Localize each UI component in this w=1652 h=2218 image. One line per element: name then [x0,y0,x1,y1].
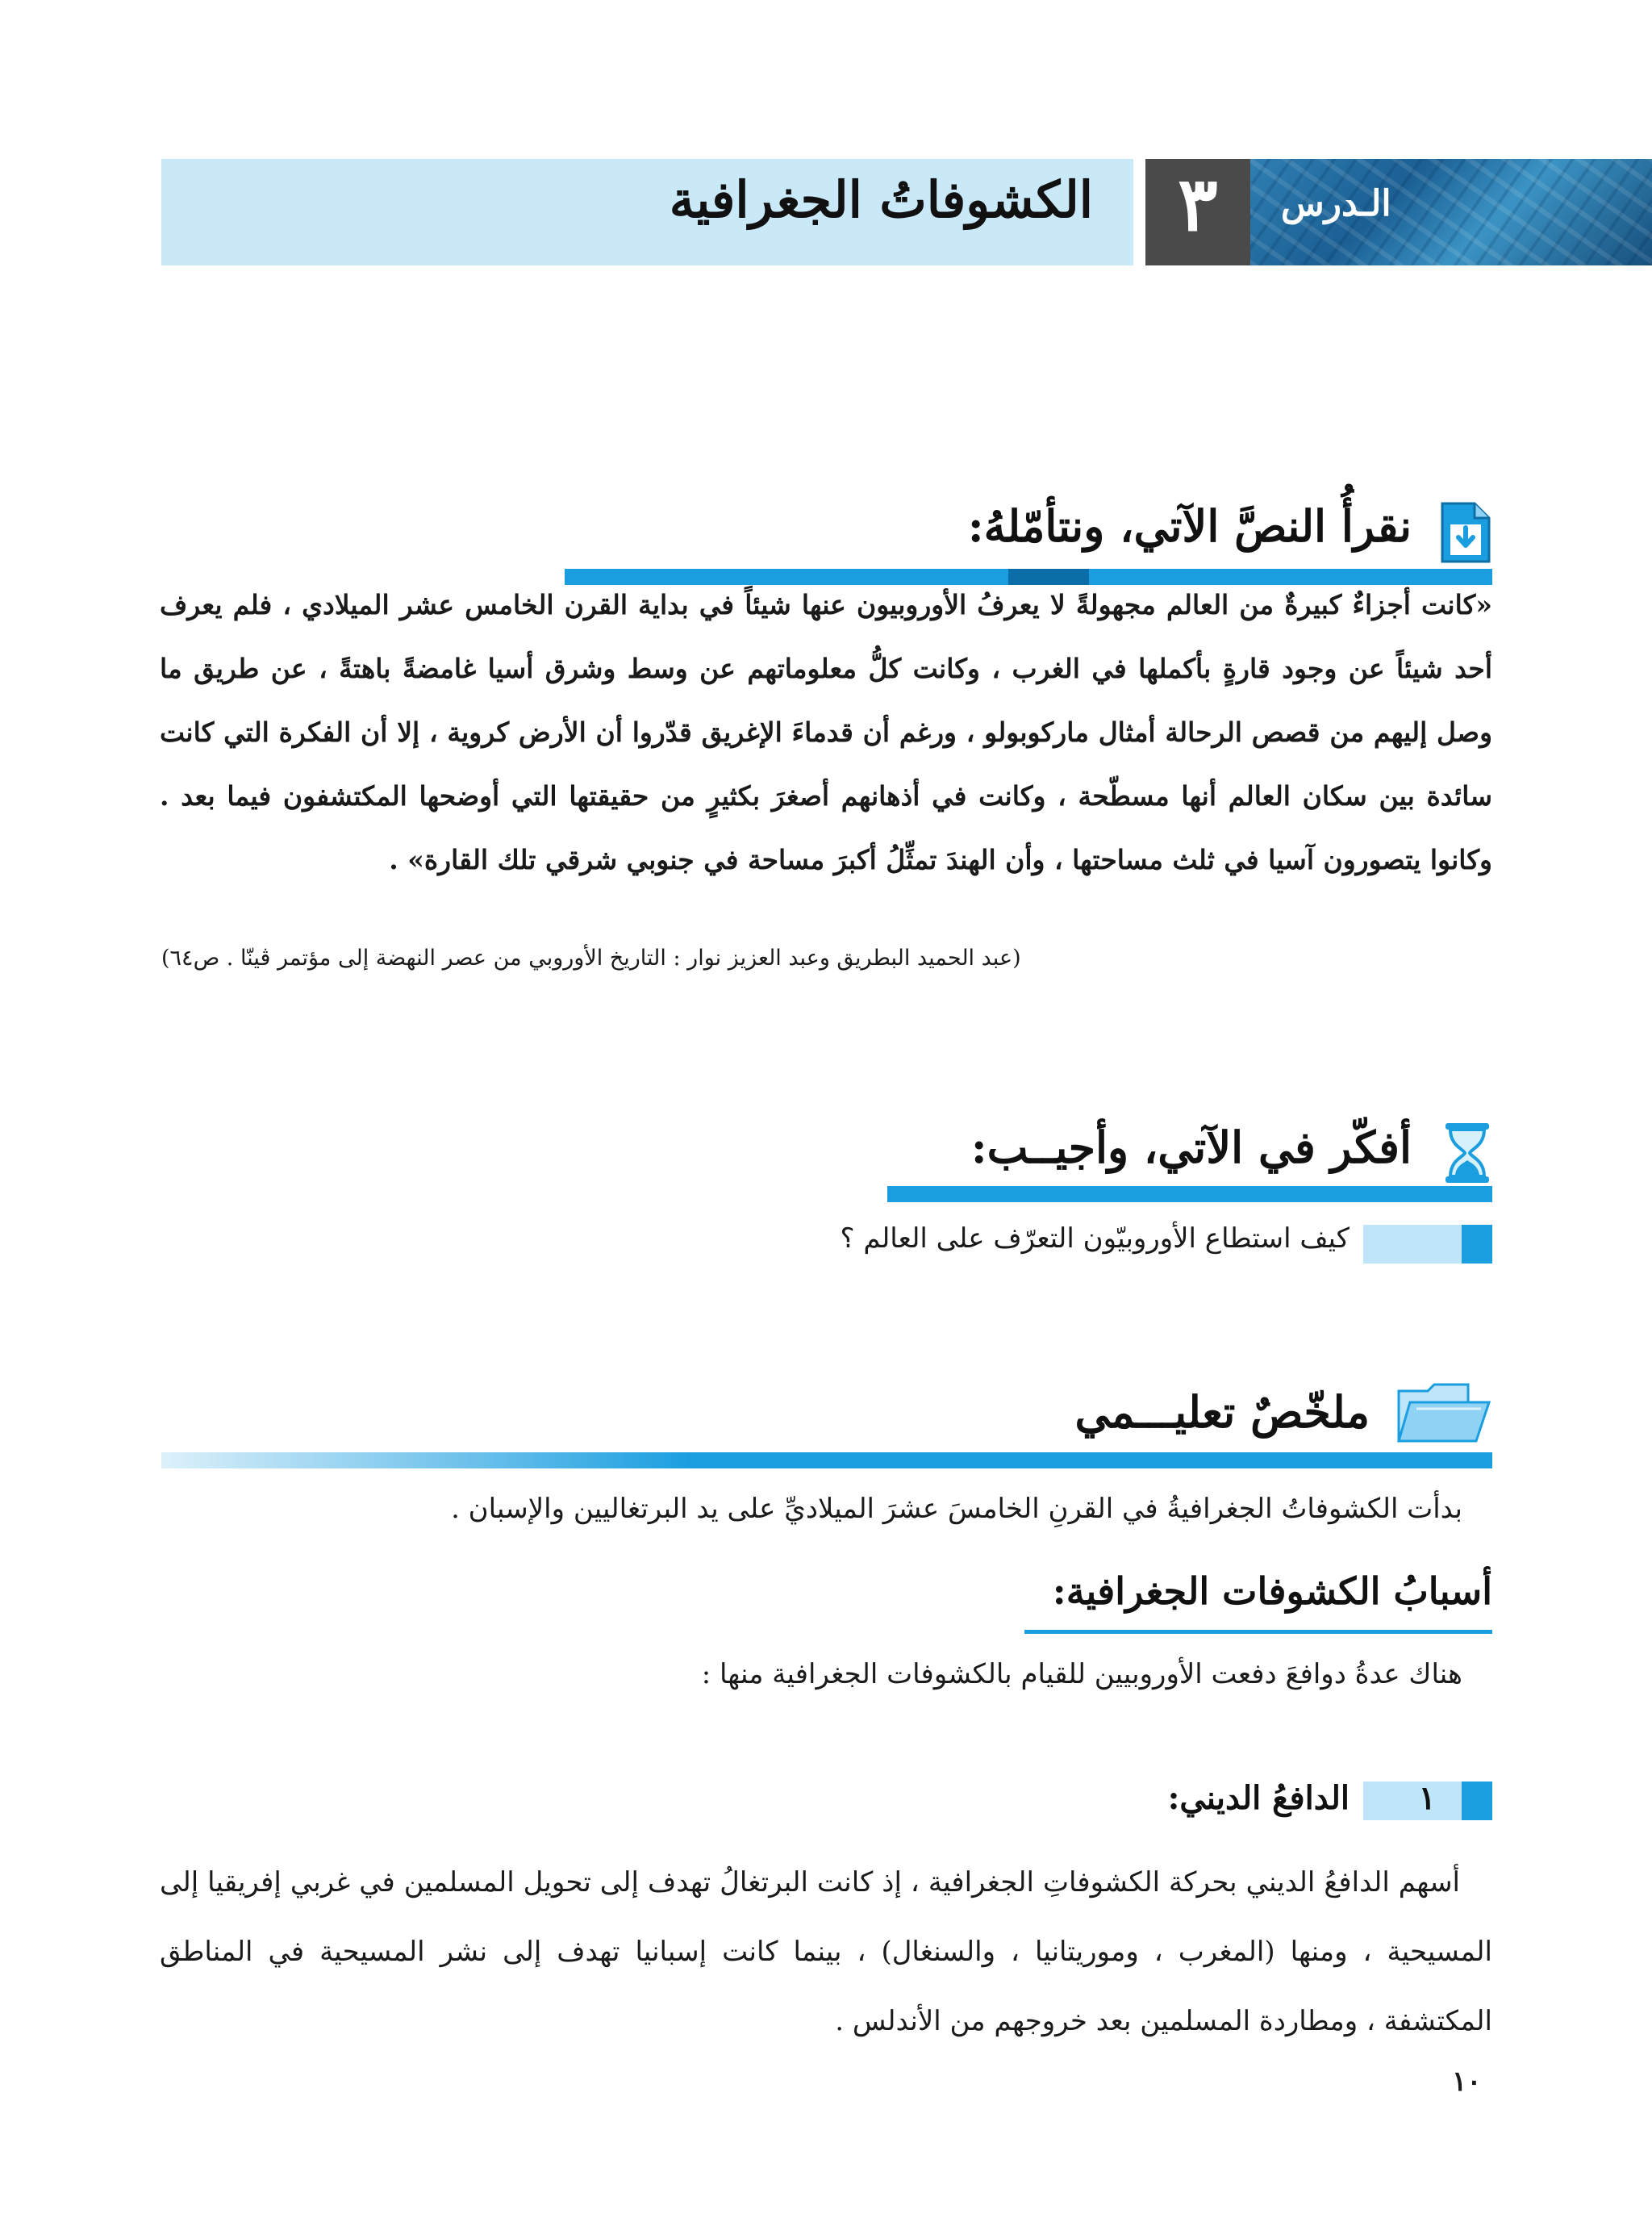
causes-underline [1024,1630,1492,1634]
summary-section-rule [161,1452,1492,1468]
think-section-rule [887,1186,1492,1202]
folder-icon [1395,1380,1492,1444]
lesson-header [161,159,1652,265]
hourglass-icon [1442,1122,1492,1184]
document-download-icon [1437,502,1492,563]
question-marker [1363,1225,1492,1264]
motive-text: أسهم الدافعُ الديني بحركة الكشوفاتِ الجغرافية ، إذ كانت البرتغالُ تهدف إلى تحويل المسلمين في غربي إفريقيا إلى المسيحية ، ومنها (المغرب ، وموريتانيا ، والسنغال) ، بينما كانت إسبانيا تهدف إلى نشر المسيحية في المناطق المكتشفة ، ومطاردة المسلمين بعد خروجهم من الأندلس . [160,1866,1492,2037]
lesson-title-bar [161,159,1133,265]
lesson-label-banner [1250,159,1652,265]
lesson-title: الكشوفاتُ الجغرافية [669,170,1093,229]
lesson-number: ٣ [1178,161,1218,248]
causes-intro: هناك عدةُ دوافعَ دفعت الأوروبيين للقيام بالكشوفات الجغرافية منها : [701,1658,1462,1690]
motive-title: الدافعُ الديني: [1167,1779,1350,1817]
page-number: ١٠ [1452,2066,1482,2098]
citation: (عبد الحميد البطريق وعبد العزيز نوار : التاريخ الأوروبي من عصر النهضة إلى مؤتمر ڤينّا . ص٦٤) [161,946,1021,971]
think-question: كيف استطاع الأوروبيّون التعرّف على العالم ؟ [840,1222,1350,1255]
summary-section-title: ملخّصٌ تعليـــمي [1074,1386,1370,1438]
read-section-title: نقرأُ النصَّ الآتي، ونتأمّلهُ: [967,500,1412,552]
read-section-paragraph: «كانت أجزاءٌ كبيرةٌ من العالم مجهولةً لا يعرفُ الأوروبيون عنها شيئاً في بداية القرن الخامس عشر الميلادي ، فلم يعرف أحد شيئاً عن وجود قارةٍ بأكملها في الغرب ، وكانت كلُّ معلوماتهم عن وسط وشرق أسيا غامضةً باهتةً ، عن طريق ما وصل إليهم من قصص الرحالة أمثال ماركوبولو ، ورغم أن قدماءَ الإغريق قدّروا أن الأرض كروية ، إلا أن الفكرة التي كانت سائدة بين سكان العالم أنها مسطّحة ، وكانت في أذهانهم أصغرَ بكثيرٍ من حقيقتها التي أوضحها المكتشفون فيما بعد . وكانوا يتصورون آسيا في ثلث مساحتها ، وأن الهندَ تمثِّلُ أكبرَ مساحة في جنوبي شرقي تلك القارة» . [160,589,1492,875]
lesson-label: الـدرس [1281,183,1391,224]
summary-intro: بدأت الكشوفاتُ الجغرافيةُ في القرنِ الخامسَ عشرَ الميلاديِّ على يد البرتغاليين والإسبان . [451,1493,1462,1525]
motive-number: ١ [1418,1779,1436,1817]
lesson-number-box [1145,159,1250,265]
think-section-title: أفكّر في الآتي، وأجيــب: [970,1122,1412,1173]
causes-title: أسبابُ الكشوفات الجغرافية: [1052,1569,1492,1613]
